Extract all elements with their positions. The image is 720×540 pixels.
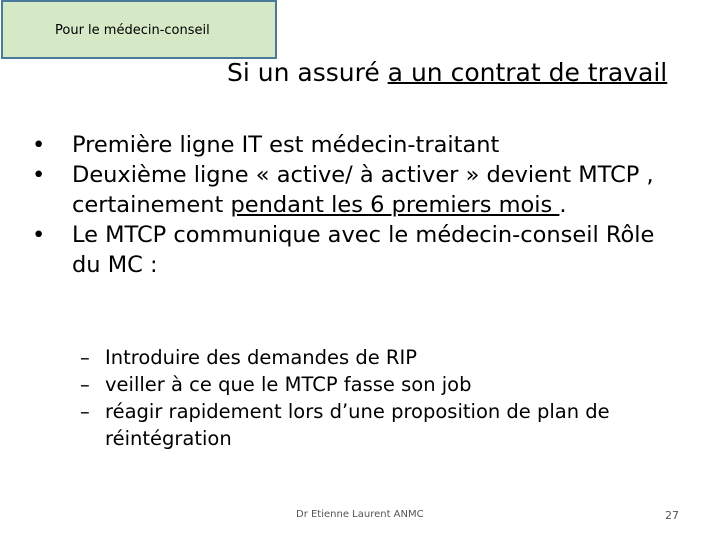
- bullet-text-3: Le MTCP communique avec le médecin-conseil Rôle du MC :: [72, 222, 655, 278]
- role-list: [80, 344, 680, 452]
- bullet-icon: •: [32, 132, 46, 158]
- bullet-item-1: [32, 130, 672, 160]
- role-item-text: veiller à ce que le MTCP fasse son job: [105, 373, 472, 396]
- tag-label: Pour le médecin-conseil: [55, 23, 210, 38]
- bullet-item-2: [32, 160, 672, 220]
- tag-box: [1, 0, 277, 59]
- bullet-list: [32, 130, 672, 280]
- role-item-text: Introduire des demandes de RIP: [105, 346, 417, 369]
- dash-icon: –: [80, 373, 90, 396]
- bullet-icon: •: [32, 222, 46, 248]
- bullet-icon: •: [32, 162, 46, 188]
- role-item: [80, 371, 680, 398]
- slide-title: [227, 58, 667, 87]
- role-item: [80, 398, 680, 452]
- title-underlined: a un contrat de travail: [387, 58, 668, 87]
- bullet-text-2-underlined: pendant les 6 premiers mois: [230, 192, 560, 218]
- role-item: [80, 344, 680, 371]
- page-number: 27: [665, 509, 679, 522]
- bullet-text-1: Première ligne IT est médecin-traitant: [72, 132, 500, 158]
- title-prefix: Si un assuré: [227, 58, 388, 87]
- dash-icon: –: [80, 400, 90, 423]
- footer-author: Dr Etienne Laurent ANMC: [296, 509, 424, 520]
- bullet-text-2: Deuxième ligne « active/ à activer » devient MTCP , certainement: [72, 162, 654, 218]
- bullet-text-2-end: .: [559, 192, 567, 218]
- dash-icon: –: [80, 346, 90, 369]
- role-item-text: réagir rapidement lors d’une proposition de plan de réintégration: [105, 400, 610, 450]
- bullet-item-3: [32, 220, 672, 280]
